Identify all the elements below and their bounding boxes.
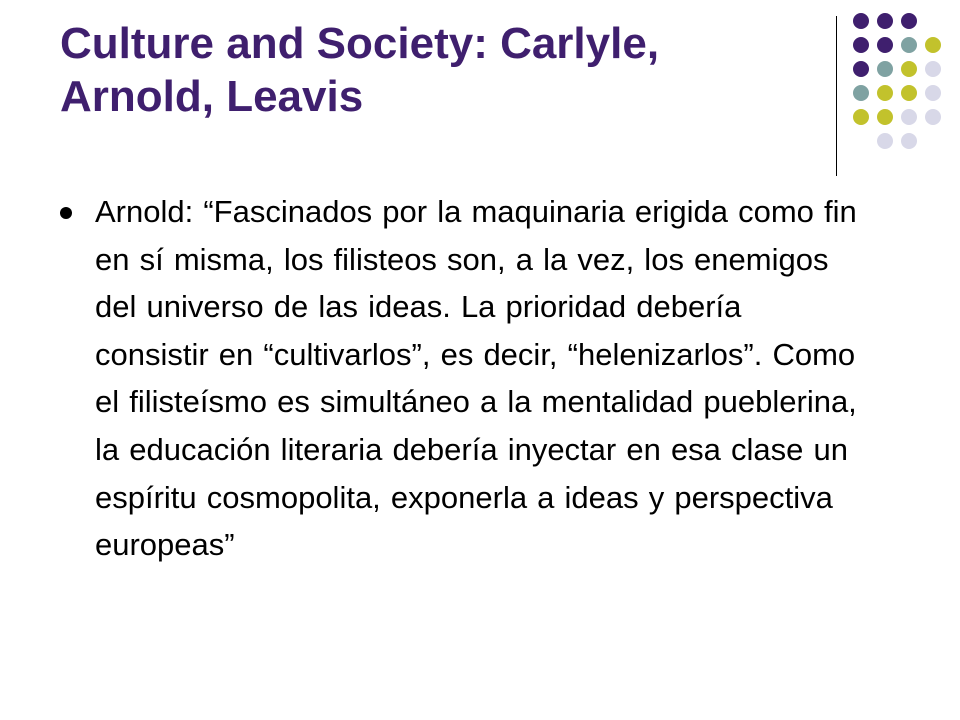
decorative-dot xyxy=(853,13,869,29)
decorative-dot xyxy=(925,37,941,53)
decorative-dot xyxy=(901,13,917,29)
slide-body xyxy=(60,188,860,569)
decorative-dot xyxy=(877,61,893,77)
decorative-dot xyxy=(901,37,917,53)
decorative-dot xyxy=(901,109,917,125)
decorative-dot xyxy=(925,61,941,77)
decorative-dot xyxy=(925,109,941,125)
decorative-dot-grid xyxy=(851,11,960,161)
bullet-dot-icon xyxy=(60,207,72,219)
decorative-dot xyxy=(877,37,893,53)
decorative-dot xyxy=(877,133,893,149)
decorative-dot xyxy=(925,85,941,101)
decorative-dot xyxy=(877,109,893,125)
title-divider-line xyxy=(836,16,837,176)
decorative-dot xyxy=(901,61,917,77)
bullet-text: Arnold: “Fascinados por la maquinaria erigida como fin en sí misma, los filisteos son, a la vez, los enemigos del universo de las ideas. La prioridad debería consistir en “cultivarlos”, es decir, “helenizarlos”. Como el filisteísmo es simultáneo a la mentalidad pueblerina, la educación literaria debería inyectar en esa clase un espíritu cosmopolita, exponerla a ideas y perspectiva europeas” xyxy=(95,194,857,563)
decorative-dot xyxy=(901,133,917,149)
bullet-item xyxy=(60,188,860,569)
slide-title: Culture and Society: Carlyle, Arnold, Leavis xyxy=(60,19,660,121)
decorative-dot xyxy=(901,85,917,101)
decorative-dot xyxy=(853,61,869,77)
decorative-dot xyxy=(877,13,893,29)
decorative-dot xyxy=(853,37,869,53)
decorative-dot xyxy=(853,109,869,125)
decorative-dot xyxy=(853,85,869,101)
decorative-dot xyxy=(877,85,893,101)
